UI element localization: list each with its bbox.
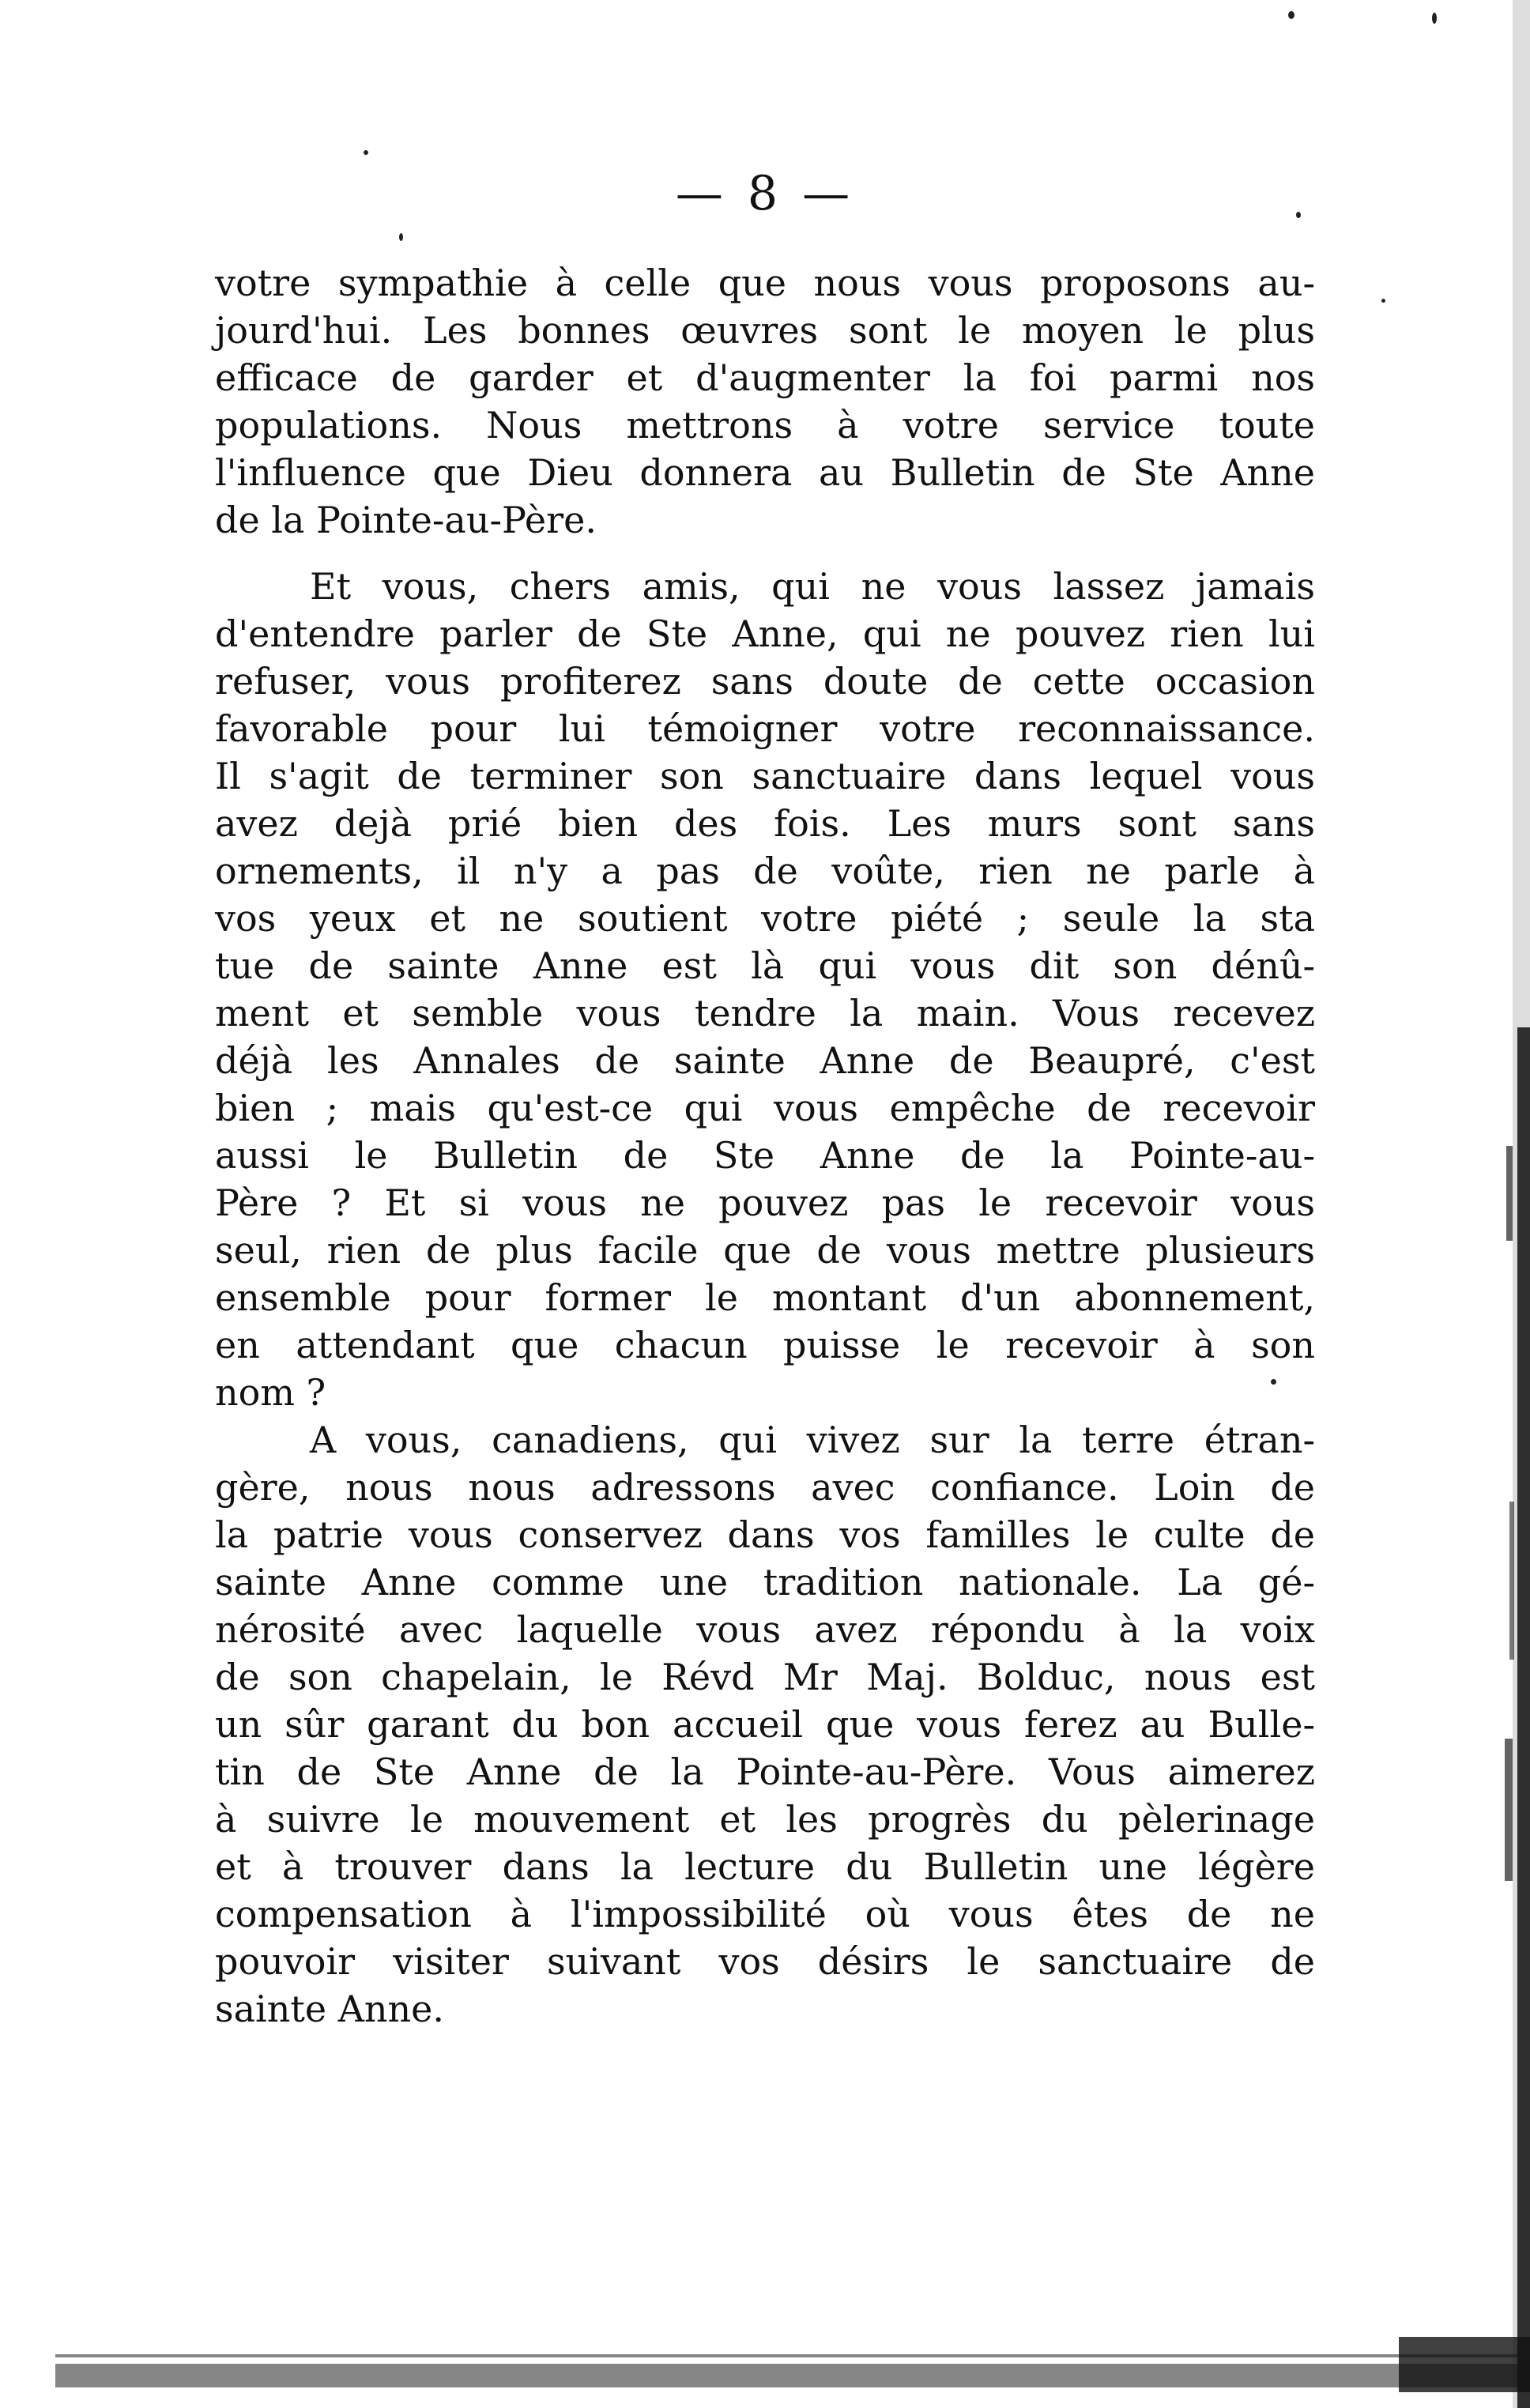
- scan-speck: [1432, 13, 1437, 24]
- text-line: bien ; mais qu'est-ce qui vous empêche de recevoir: [215, 1087, 1315, 1129]
- text-line: populations. Nous mettrons à votre service toute: [215, 404, 1315, 447]
- text-line: à suivre le mouvement et les progrès du pèlerinage: [215, 1798, 1315, 1841]
- text-line: de son chapelain, le Révd Mr Maj. Bolduc, nous est: [215, 1656, 1315, 1698]
- text-line: et à trouver dans la lecture du Bulletin une légère: [215, 1845, 1315, 1888]
- text-line: aussi le Bulletin de Ste Anne de la Pointe-au-: [215, 1134, 1315, 1177]
- text-line: sainte Anne.: [215, 1988, 445, 2030]
- text-line: vos yeux et ne soutient votre piété ; seule la sta: [215, 897, 1315, 940]
- page-number: — 8 —: [675, 166, 855, 221]
- text-line: A vous, canadiens, qui vivez sur la terre étran-: [310, 1419, 1315, 1461]
- text-line: nérosité avec laquelle vous avez répondu à la voix: [215, 1608, 1315, 1651]
- paragraph-gap: [215, 544, 1315, 563]
- text-line: Il s'agit de terminer son sanctuaire dans lequel vous: [215, 755, 1315, 797]
- text-line: jourd'hui. Les bonnes œuvres sont le moyen le plus: [215, 309, 1315, 352]
- text-line: tin de Ste Anne de la Pointe-au-Père. Vous aimerez: [215, 1750, 1315, 1793]
- text-line: Et vous, chers amis, qui ne vous lassez jamais: [310, 565, 1315, 608]
- text-line: d'entendre parler de Ste Anne, qui ne pouvez rien lui: [215, 612, 1315, 655]
- scan-speck: [364, 150, 368, 155]
- text-line: avez dejà prié bien des fois. Les murs sont sans: [215, 802, 1315, 845]
- text-line: efficace de garder et d'augmenter la foi parmi nos: [215, 356, 1315, 399]
- text-line: votre sympathie à celle que nous vous proposons au-: [215, 262, 1315, 304]
- text-line: ment et semble vous tendre la main. Vous recevez: [215, 992, 1315, 1034]
- text-line: sainte Anne comme une tradition nationale. La gé-: [215, 1561, 1315, 1603]
- text-line: favorable pour lui témoigner votre reconnaissance.: [215, 707, 1315, 750]
- scan-edge-shadow: [1483, 0, 1530, 2408]
- scan-bottom-artifact: [55, 2337, 1530, 2392]
- text-line: refuser, vous profiterez sans doute de cette occasion: [215, 660, 1315, 703]
- text-line: pouvoir visiter suivant vos désirs le sanctuaire de: [215, 1940, 1315, 1983]
- scan-speck: [1381, 299, 1385, 303]
- text-line: un sûr garant du bon accueil que vous ferez au Bulle-: [215, 1703, 1315, 1746]
- scan-speck: [1288, 11, 1294, 19]
- paragraph: [215, 563, 1315, 1416]
- text-line: la patrie vous conservez dans vos familles le culte de: [215, 1513, 1315, 1556]
- text-line: ornements, il n'y a pas de voûte, rien ne parle à: [215, 850, 1315, 892]
- text-line: nom ?: [215, 1371, 326, 1414]
- text-line: déjà les Annales de sainte Anne de Beaupré, c'est: [215, 1039, 1315, 1082]
- text-line: tue de sainte Anne est là qui vous dit son dénû-: [215, 944, 1315, 987]
- text-line: gère, nous nous adressons avec confiance. Loin de: [215, 1466, 1315, 1509]
- text-line: de la Pointe-au-Père.: [215, 499, 597, 541]
- text-line: compensation à l'impossibilité où vous êtes de ne: [215, 1893, 1315, 1935]
- body-text: [215, 259, 1315, 2033]
- text-line: ensemble pour former le montant d'un abonnement,: [215, 1276, 1315, 1319]
- text-line: l'influence que Dieu donnera au Bulletin de Ste Anne: [215, 451, 1315, 494]
- scan-speck: [399, 233, 403, 241]
- paragraph: [215, 259, 1315, 544]
- text-line: Père ? Et si vous ne pouvez pas le recevoir vous: [215, 1181, 1315, 1224]
- text-line: en attendant que chacun puisse le recevoir à son: [215, 1324, 1315, 1366]
- paragraph: [215, 1416, 1315, 2033]
- text-line: seul, rien de plus facile que de vous mettre plusieurs: [215, 1229, 1315, 1272]
